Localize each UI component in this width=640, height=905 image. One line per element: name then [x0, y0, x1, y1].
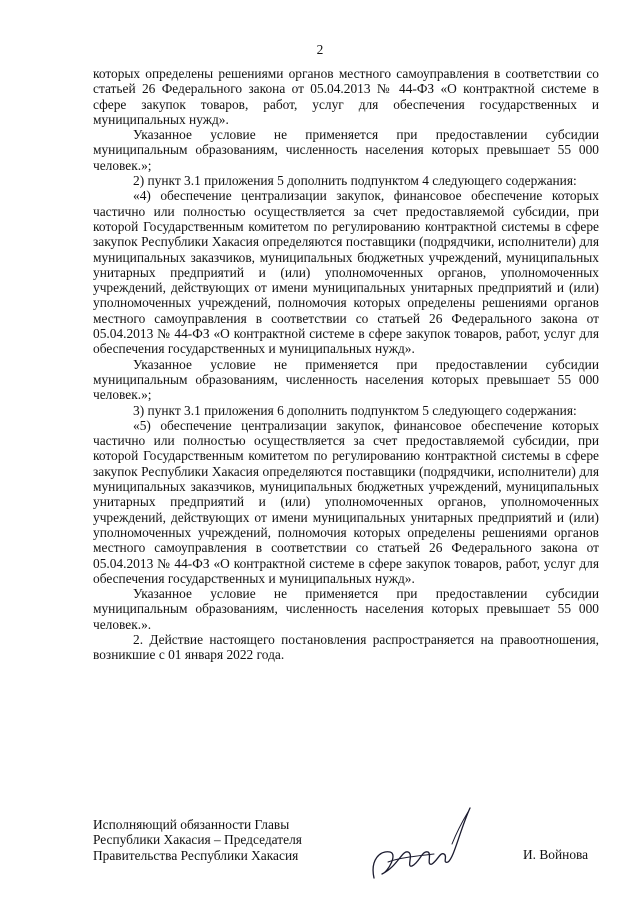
document-body — [93, 66, 599, 663]
paragraph-item-2: 2) пункт 3.1 приложения 5 дополнить подпунктом 4 следующего содержания: — [133, 173, 577, 189]
paragraph-item-3: 3) пункт 3.1 приложения 6 дополнить подпунктом 5 следующего содержания: — [133, 402, 577, 418]
paragraph-condition-1: Указанное условие не применяется при предоставлении субсидии муниципальным образованиям, численность населения которых превышает 55 000 человек.»; — [93, 127, 599, 173]
signatory-name: И. Войнова — [523, 847, 589, 862]
position-line: Правительства Республики Хакасия — [93, 847, 299, 863]
page-number: 2 — [316, 42, 324, 57]
signatory-position — [93, 817, 353, 863]
position-line: Исполняющий обязанности Главы — [93, 817, 290, 832]
paragraph-subitem-5: «5) обеспечение централизации закупок, финансовое обеспечение которых частично или полностью осуществляется за счет предоставляемой субсидии, при которой Государственным комитетом по регулированию контрактной системы в сфере закупок Республики Хакасия определяются поставщики (подрядчики, исполнители) для муниципальных заказчиков, муниципальных бюджетных учреждений, муниципальных унитарных предприятий и (или) уполномоченных органов, уполномоченных учреждений, действующих от имени муниципальных унитарных предприятий и (или) уполномоченных учреждений, полномочия которых определены решениями органов местного самоуправления в соответствии со статьей 26 Федерального закона от 05.04.2013 № 44-ФЗ «О контрактной системе в сфере закупок товаров, работ, услуг для обеспечения государственных и муниципальных нужд». — [93, 417, 599, 586]
position-line: Республики Хакасия – Председателя — [93, 832, 302, 848]
paragraph-continuation: которых определены решениями органов местного самоуправления в соответствии со статьей 26 Федерального закона от 05.04.2013 № 44-ФЗ «О контрактной системе в сфере закупок товаров, работ, услуг для обеспечения государственных и муниципальных нужд». — [93, 66, 599, 127]
paragraph-clause-2: 2. Действие настоящего постановления распространяется на правоотношения, возникшие с 01 января 2022 года. — [93, 631, 599, 663]
paragraph-subitem-4: «4) обеспечение централизации закупок, финансовое обеспечение которых частично или полностью осуществляется за счет предоставляемой субсидии, при которой Государственным комитетом по регулированию контрактной системы в сфере закупок Республики Хакасия определяются поставщики (подрядчики, исполнители) для муниципальных заказчиков, муниципальных бюджетных учреждений, муниципальных унитарных предприятий и (или) уполномоченных органов, уполномоченных учреждений, действующих от имени муниципальных унитарных предприятий и (или) уполномоченных учреждений, полномочия которых определены решениями органов местного самоуправления в соответствии со статьей 26 Федерального закона от 05.04.2013 № 44-ФЗ «О контрактной системе в сфере закупок товаров, работ, услуг для обеспечения государственных и муниципальных нужд». — [93, 188, 599, 357]
paragraph-condition-2: Указанное условие не применяется при предоставлении субсидии муниципальным образованиям, численность населения которых превышает 55 000 человек.»; — [93, 356, 599, 403]
handwritten-signature — [368, 800, 478, 888]
paragraph-condition-3: Указанное условие не применяется при предоставлении субсидии муниципальным образованиям, численность населения которых превышает 55 000 человек.». — [93, 586, 599, 632]
